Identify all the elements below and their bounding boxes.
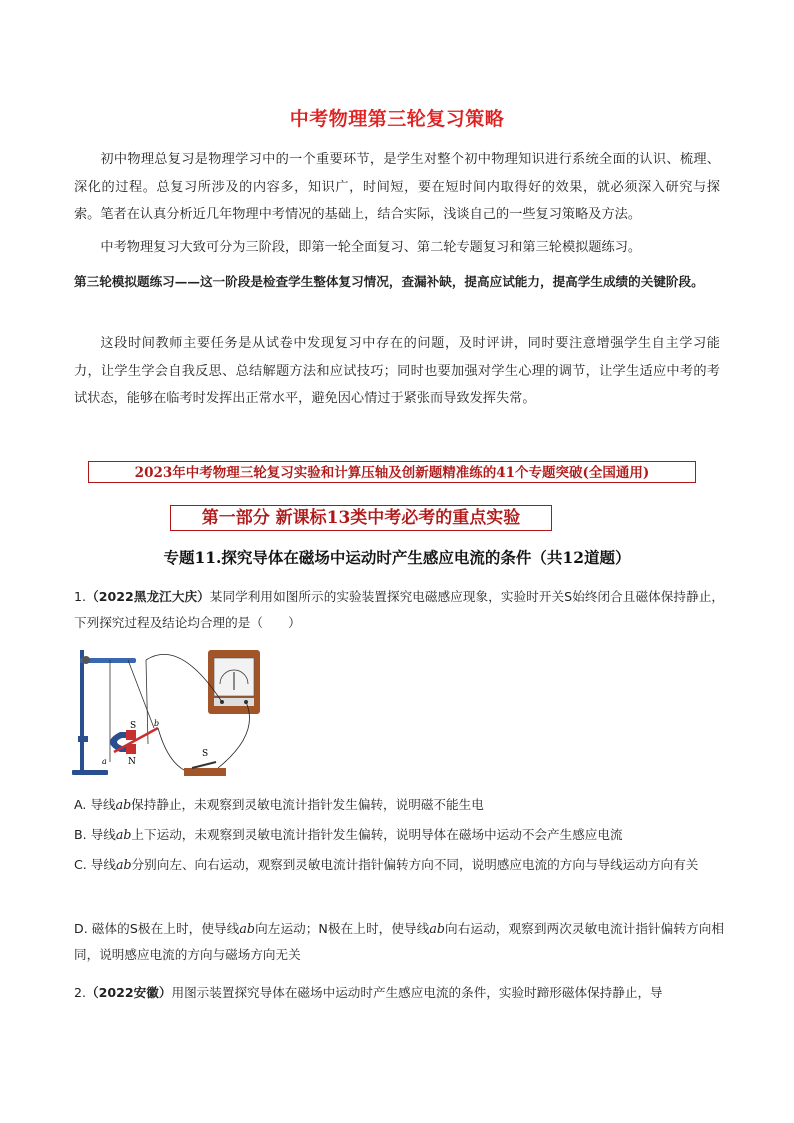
intro-paragraph-4: 这段时间教师主要任务是从试卷中发现复习中存在的问题，及时评讲，同时要注意增强学生自主学习能力，让学生学会自我反思、总结解题方法和应试技巧；同时也要加强对学生心理的调节，让学生适应中考的考试状态，能够在临考时发挥出正常水平，避免因心情过于紧张而导致发挥失常。 bbox=[74, 336, 720, 406]
page-title: 中考物理第三轮复习策略 bbox=[289, 108, 505, 130]
part-heading: 第一部分 新课标13类中考必考的重点实验 bbox=[170, 505, 552, 531]
stand-base bbox=[72, 770, 108, 775]
label-b: b bbox=[154, 719, 160, 728]
switch-lever bbox=[192, 762, 216, 768]
induction-apparatus-figure bbox=[70, 644, 290, 784]
question-1-source: （2022黑龙江大庆） bbox=[86, 589, 210, 604]
label-s-magnet: S bbox=[130, 721, 137, 731]
topic-heading: 专题11.探究导体在磁场中运动时产生感应电流的条件（共12道题） bbox=[163, 548, 631, 567]
hanging-wire-b bbox=[128, 660, 154, 728]
wire-switch-to-conductor bbox=[158, 728, 188, 772]
option-a: A. 导线ab保持静止，未观察到灵敏电流计指针发生偏转，说明磁不能生电 bbox=[74, 797, 484, 812]
series-banner: 2023年中考物理三轮复习实验和计算压轴及创新题精准练的41个专题突破(全国通用) bbox=[88, 461, 696, 483]
stand-clamp-low bbox=[78, 736, 88, 742]
label-switch-s: S bbox=[202, 749, 209, 759]
question-2-stem bbox=[74, 980, 724, 1006]
label-a: a bbox=[102, 757, 107, 766]
magnet-pole-s bbox=[126, 730, 136, 740]
label-n-magnet: N bbox=[128, 757, 136, 767]
option-c: C. 导线ab分别向左、向右运动，观察到灵敏电流计指针偏转方向不同，说明感应电流的方向与导线运动方向有关 bbox=[74, 857, 699, 872]
option-b: B. 导线ab上下运动，未观察到灵敏电流计指针发生偏转，说明导体在磁场中运动不会产生感应电流 bbox=[74, 827, 623, 842]
question-2-text: 用图示装置探究导体在磁场中运动时产生感应电流的条件，实验时蹄形磁体保持静止，导 bbox=[171, 985, 663, 1000]
question-2-number: 2. bbox=[74, 985, 87, 1000]
intro-paragraph-3: 第三轮模拟题练习——这一阶段是检查学生整体复习情况，查漏补缺，提高应试能力，提高学生成绩的关键阶段。 bbox=[74, 274, 704, 289]
question-2-source: （2022安徽） bbox=[86, 985, 172, 1000]
intro-paragraph-1: 初中物理总复习是物理学习中的一个重要环节，是学生对整个初中物理知识进行系统全面的认识、梳理、深化的过程。总复习所涉及的内容多，知识广，时间短，要在短时间内取得好的效果，就必须深入研究与探索。笔者在认真分析近几年物理中考情况的基础上，结合实际，浅谈自己的一些复习策略及方法。 bbox=[74, 152, 720, 222]
switch-base bbox=[184, 768, 226, 776]
question-1-text: 某同学利用如图所示的实验装置探究电磁感应现象，实验时开关S始终闭合且磁体保持静止，下列探究过程及结论均合理的是（ ） bbox=[74, 589, 724, 630]
intro-paragraph-2: 中考物理复习大致可分为三阶段，即第一轮全面复习、第二轮专题复习和第三轮模拟题练习。 bbox=[100, 240, 642, 255]
question-1-number: 1. bbox=[74, 589, 87, 604]
clamp bbox=[82, 656, 90, 664]
stand-pole bbox=[80, 650, 84, 774]
question-1-stem bbox=[74, 584, 724, 636]
hanging-wire-c bbox=[146, 660, 148, 744]
option-d: D. 磁体的S极在上时，使导线ab向左运动；N极在上时，使导线ab向右运动，观察到两次灵敏电流计指针偏转方向相同，说明感应电流的方向与磁场方向无关 bbox=[74, 921, 725, 962]
